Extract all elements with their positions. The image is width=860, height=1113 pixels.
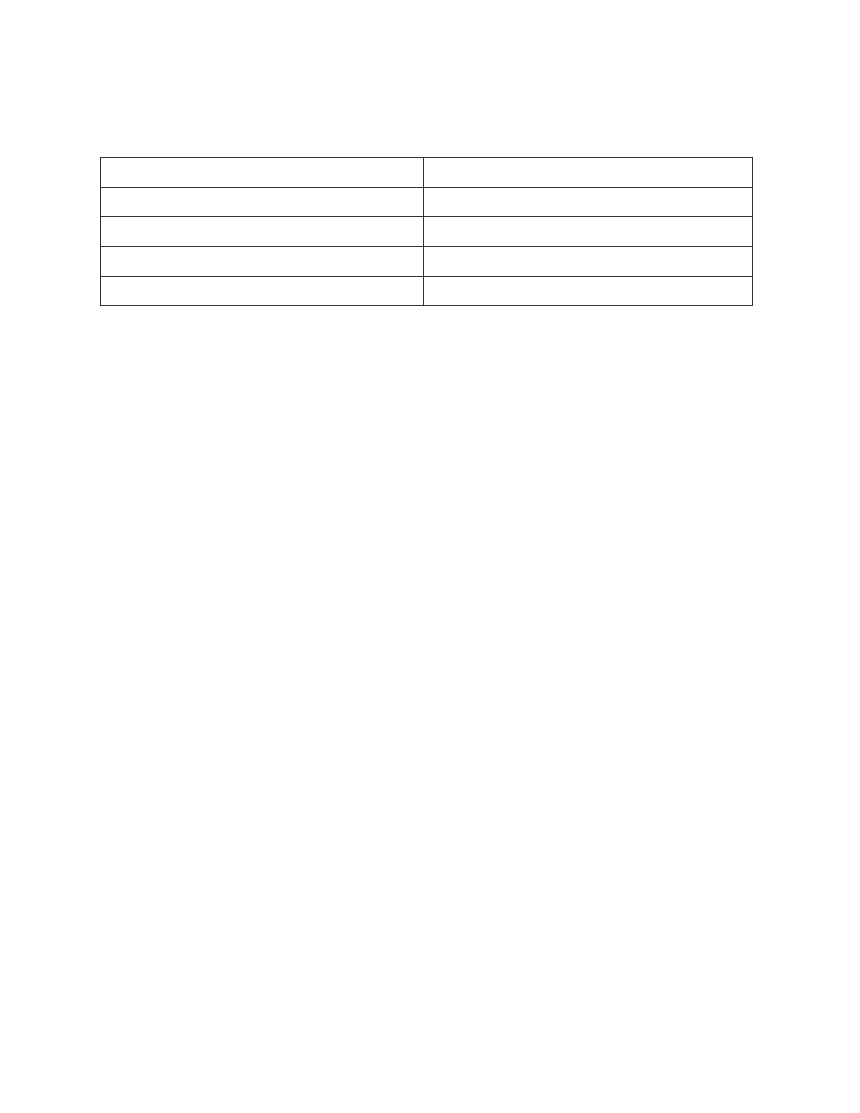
card-question bbox=[101, 217, 424, 247]
answer-blank-26 bbox=[100, 332, 753, 357]
card-answer-blank bbox=[424, 217, 753, 247]
card-question bbox=[101, 187, 424, 217]
card-answer-blank bbox=[424, 276, 753, 306]
card-title bbox=[100, 128, 753, 153]
answer-blank-25 bbox=[100, 306, 753, 331]
answer-blank-28 bbox=[100, 382, 753, 407]
table-row bbox=[101, 276, 753, 306]
answer-blank-27 bbox=[100, 357, 753, 382]
card-answer-blank bbox=[424, 187, 753, 217]
table-row bbox=[101, 187, 753, 217]
card-answer-blank bbox=[424, 246, 753, 276]
page-content bbox=[100, 77, 753, 433]
information-card-table bbox=[100, 157, 753, 306]
table-row bbox=[101, 217, 753, 247]
card-question bbox=[101, 276, 424, 306]
section-title bbox=[100, 102, 753, 127]
q24-options bbox=[100, 77, 753, 102]
card-question bbox=[101, 158, 424, 188]
table-row bbox=[101, 158, 753, 188]
table-row bbox=[101, 246, 753, 276]
card-answer-blank bbox=[424, 158, 753, 188]
answer-blank-29 bbox=[100, 408, 753, 433]
card-question bbox=[101, 246, 424, 276]
